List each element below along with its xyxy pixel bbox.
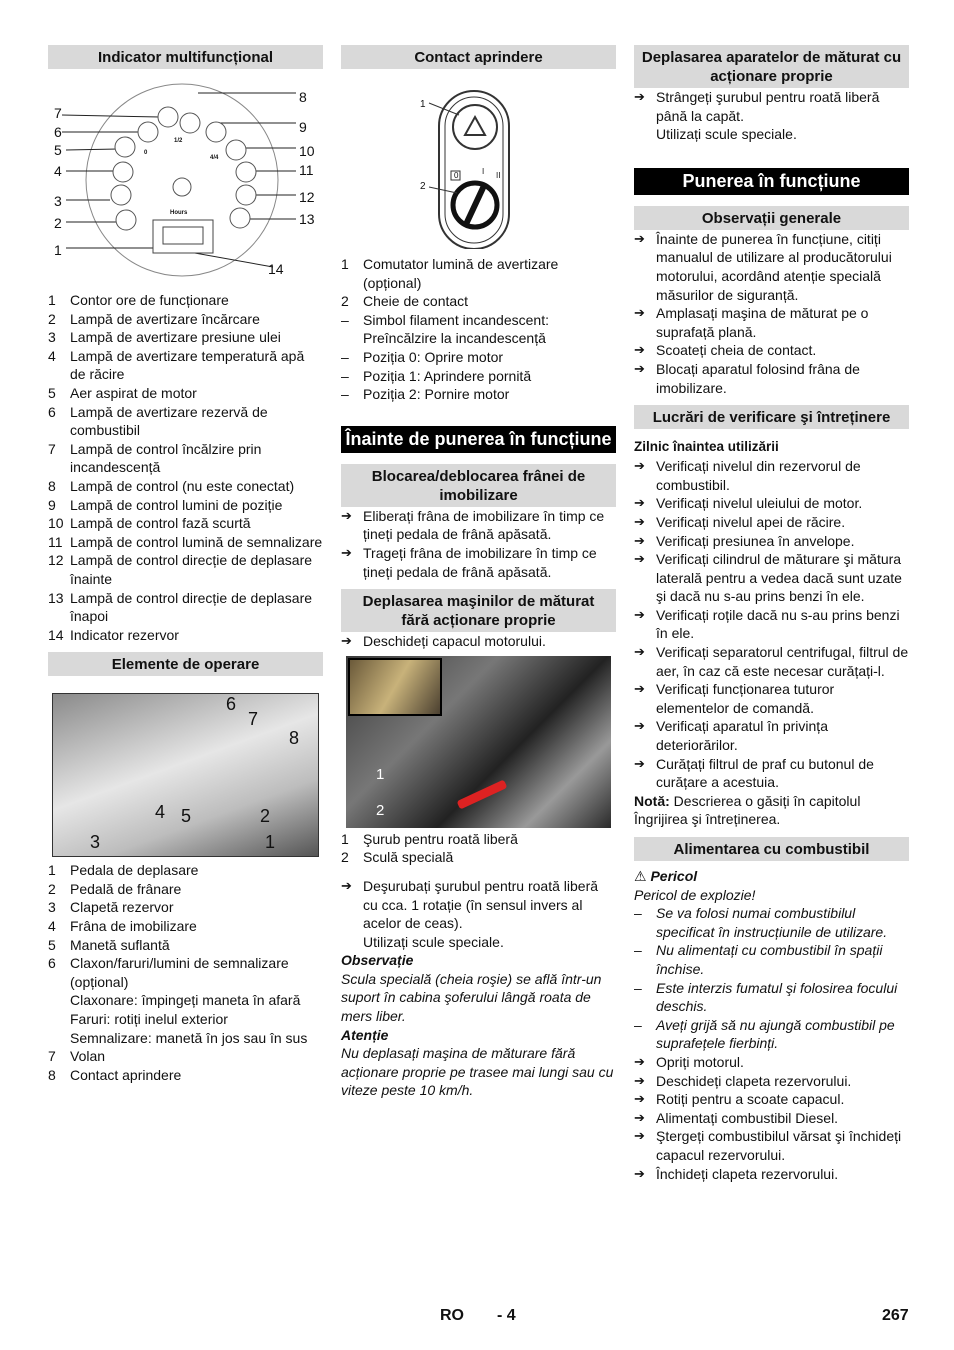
- figure-callout-number: 1: [265, 832, 276, 853]
- item-text: Lampă de control încălzire prin incandescență: [70, 440, 262, 476]
- ignition-position-label: II: [496, 171, 501, 180]
- item-text: Contact aprindere: [70, 1066, 182, 1083]
- arrow-right-icon: ➔: [634, 89, 645, 104]
- section-heading: Deplasarea aparatelor de măturat cu acționare proprie: [634, 45, 909, 88]
- list-item: [341, 348, 616, 367]
- item-text: Faruri: rotiți inelul exterior: [70, 1011, 228, 1028]
- item-text: Lampă de control lumini de poziție: [70, 496, 283, 513]
- item-text: Verificați nivelul din rezervorul de combustibil.: [656, 458, 861, 493]
- arrow-right-icon: ➔: [634, 1128, 645, 1144]
- section-heading: Indicator multifuncțional: [48, 45, 323, 69]
- list-item: [48, 533, 323, 552]
- note-label: Notă:: [634, 792, 670, 809]
- list-item: [48, 936, 323, 955]
- item-text: Cheie de contact: [363, 293, 469, 310]
- list-item: [634, 230, 909, 304]
- item-text: Lampă de avertizare încărcare: [70, 310, 260, 327]
- spacer: [341, 867, 616, 877]
- item-text: Scoateți cheia de contact.: [656, 342, 817, 359]
- item-text: Verificați aparatul în privința deteriorărilor.: [656, 718, 828, 754]
- item-number: 2: [48, 310, 56, 327]
- list-item: [48, 1066, 323, 1085]
- item-text: Blocați aparatul folosind frâna de imobilizare.: [656, 360, 860, 396]
- item-number: –: [341, 367, 349, 384]
- item-text: Lampă de control direcție de deplasare înapoi: [70, 589, 313, 625]
- list-item: [48, 954, 323, 991]
- item-text: Nu alimentați cu combustibil în spații închise.: [656, 942, 883, 977]
- item-text: Contor ore de funcționare: [70, 292, 229, 308]
- arrow-right-icon: ➔: [634, 458, 645, 474]
- gauge-scale-label: 4/4: [210, 155, 219, 161]
- list-item: [634, 643, 909, 680]
- column-right: [634, 45, 909, 1183]
- figure-callout-number: 7: [248, 709, 259, 730]
- item-number: 3: [48, 899, 56, 916]
- list-item: [341, 877, 616, 933]
- figure-gauge: [48, 75, 323, 285]
- figure-callout-number: 2: [54, 215, 62, 231]
- list-item: [341, 255, 616, 292]
- item-text: Deşurubați şurubul pentru roată liberă cu cca. 1 rotație (în sensul invers al acelor de ceas).: [363, 877, 599, 932]
- arrow-right-icon: ➔: [634, 495, 645, 511]
- item-text: Lampă de avertizare temperatură apă de răcire: [70, 347, 305, 383]
- list-item: [48, 898, 323, 917]
- list-item: [634, 904, 909, 941]
- item-text: Verificați roțile dacă nu s-au prins benzi în ele.: [656, 606, 900, 642]
- item-text: Clapetă rezervor: [70, 899, 174, 916]
- figure-callout-number: 5: [54, 142, 62, 158]
- item-text: Amplasați maşina de măturat pe o suprafață plană.: [656, 305, 869, 340]
- item-text: Frâna de imobilizare: [70, 918, 197, 935]
- item-number: 4: [48, 347, 56, 364]
- item-number: [48, 1010, 70, 1029]
- item-text: Eliberați frâna de imobilizare în timp ce țineți pedala de frână apăsată.: [363, 507, 605, 543]
- list-item: [48, 626, 323, 645]
- list-item: [48, 991, 323, 1010]
- figure-callout-number: 2: [420, 181, 426, 192]
- arrow-right-icon: ➔: [634, 681, 645, 697]
- figure-engine: [346, 656, 611, 828]
- list-item: [48, 1029, 323, 1048]
- paragraph: Utilizați scule speciale.: [656, 126, 797, 143]
- list-item: [634, 1072, 909, 1091]
- list-item: [341, 632, 616, 651]
- item-text: Lampă de control direcție de deplasare înainte: [70, 552, 313, 587]
- paragraph: Atenție: [341, 1026, 389, 1043]
- arrow-right-icon: ➔: [634, 1109, 645, 1125]
- item-number: 8: [48, 1066, 56, 1083]
- gauge-scale-label: 0: [144, 150, 148, 156]
- list-item: [48, 551, 323, 588]
- arrow-right-icon: ➔: [634, 1091, 645, 1107]
- arrow-right-icon: ➔: [341, 507, 352, 523]
- list-item: [48, 310, 323, 329]
- section-heading: Elemente de operare: [48, 652, 323, 676]
- item-text: Este interzis fumatul şi folosirea focului deschis.: [656, 979, 898, 1015]
- list-item: [634, 755, 909, 792]
- figure-callout-number: 3: [54, 193, 62, 209]
- arrow-right-icon: ➔: [341, 633, 352, 649]
- subheading: Zilnic înaintea utilizării: [634, 439, 779, 455]
- item-text: Lampă de control lumină de semnalizare: [70, 533, 323, 550]
- item-text: Opriți motorul.: [656, 1053, 744, 1070]
- list-item: [341, 367, 616, 386]
- item-text: Trageți frâna de imobilizare în timp ce țineți pedala de frână apăsată.: [363, 544, 597, 580]
- item-text: Aer aspirat de motor: [70, 384, 197, 401]
- dash-bullet: –: [634, 1016, 642, 1033]
- figure-callout-number: 3: [90, 832, 101, 853]
- figure-callout-number: 1: [376, 765, 385, 783]
- figure-callout-number: 11: [299, 162, 314, 178]
- list-item: [48, 403, 323, 440]
- item-number: 2: [48, 880, 56, 897]
- arrow-right-icon: ➔: [634, 532, 645, 548]
- arrow-right-icon: ➔: [634, 305, 645, 321]
- item-text: Verificați nivelul uleiului de motor.: [656, 495, 863, 512]
- item-number: 14: [48, 626, 64, 643]
- arrow-right-icon: ➔: [341, 544, 352, 560]
- ignition-position-label: I: [482, 167, 485, 176]
- section-heading: Lucrări de verificare şi întreținere: [634, 405, 909, 429]
- figure-callout-number: 13: [299, 211, 315, 227]
- item-text: Deschideți capacul motorului.: [363, 633, 546, 650]
- arrow-right-icon: ➔: [634, 606, 645, 622]
- item-text: Lampă de avertizare presiune ulei: [70, 329, 281, 346]
- item-text: Verificați funcționarea tuturor elementelor de comandă.: [656, 681, 835, 716]
- warning-title: [634, 867, 909, 886]
- figure-callout-number: 12: [299, 189, 315, 205]
- list-item: [48, 880, 323, 899]
- item-text: Simbol filament incandescent: Preîncălzire la incandescență: [363, 311, 549, 347]
- note-text: Descrierea o găsiți în capitolul Îngrijirea şi întreținerea.: [634, 792, 861, 828]
- list-item: [48, 384, 323, 403]
- gauge-scale-label: Hours: [170, 210, 188, 216]
- item-number: 9: [48, 496, 56, 513]
- item-text: Lampă de control (nu este conectat): [70, 477, 295, 494]
- list-item: [634, 457, 909, 494]
- list-item: [634, 1016, 909, 1053]
- list-item: [634, 304, 909, 341]
- list-item: [634, 717, 909, 754]
- arrow-right-icon: ➔: [634, 1072, 645, 1088]
- item-number: 3: [48, 329, 56, 346]
- figure-callout-number: 1: [54, 242, 62, 258]
- figure-controls: [52, 693, 319, 857]
- list-item: [634, 1053, 909, 1072]
- paragraph: Utilizați scule speciale.: [363, 933, 504, 950]
- list-item: [634, 1109, 909, 1128]
- figure-callout-number: 8: [299, 89, 307, 105]
- arrow-right-icon: ➔: [634, 513, 645, 529]
- paragraph: Nu deplasați maşina de măturare fără acționare proprie pe trasee mai lungi sau cu viteze peste 10 km/h.: [341, 1045, 614, 1099]
- column-middle: [341, 45, 616, 1100]
- section-heading: Punerea în funcțiune: [634, 168, 909, 195]
- dash-bullet: –: [634, 979, 642, 996]
- list-item: [634, 1090, 909, 1109]
- list-item: [634, 1127, 909, 1164]
- list-item: [634, 360, 909, 397]
- item-text: Pedala de deplasare: [70, 862, 199, 879]
- item-text: Manetă suflantă: [70, 936, 170, 953]
- item-text: Claxonare: împingeți maneta în afară: [70, 992, 301, 1009]
- column-left: [48, 45, 323, 1084]
- arrow-right-icon: ➔: [634, 551, 645, 567]
- item-text: Poziția 0: Oprire motor: [363, 348, 504, 365]
- item-text: Ştergeți combustibilul vărsat şi închideți capacul rezervorului.: [656, 1128, 902, 1163]
- item-number: 1: [48, 862, 56, 879]
- item-number: 2: [341, 849, 349, 866]
- dash-bullet: –: [634, 942, 642, 959]
- arrow-right-icon: ➔: [634, 1165, 645, 1181]
- warning-label: Pericol: [650, 868, 698, 884]
- item-number: 7: [48, 440, 56, 457]
- item-text: Înainte de punerea în funcțiune, citiți manualul de utilizare al producătorului motorului, acordând atenție specială măsurilor de siguranță.: [656, 230, 892, 303]
- figure-callout-number: 4: [155, 802, 166, 823]
- list-item: [48, 514, 323, 533]
- arrow-right-icon: ➔: [634, 644, 645, 660]
- list-item: [48, 1010, 323, 1029]
- item-text: Poziția 1: Aprindere pornită: [363, 367, 532, 384]
- figure-callout-number: 2: [260, 806, 271, 827]
- figure-callout-number: 2: [376, 801, 385, 819]
- gauge-scale-label: 1/2: [174, 138, 183, 144]
- item-number: 10: [48, 515, 64, 532]
- item-text: Pedală de frânare: [70, 880, 182, 897]
- ignition-position-label: 0: [454, 171, 459, 180]
- item-text: Lampă de avertizare rezervă de combustibil: [70, 403, 268, 439]
- item-text: Sculă specială: [363, 849, 454, 866]
- note: [634, 792, 909, 829]
- item-number: 1: [48, 292, 56, 308]
- item-number: 5: [48, 384, 56, 401]
- figure-callout-number: 1: [420, 99, 426, 110]
- item-text: Lampă de control fază scurtă: [70, 515, 251, 532]
- item-text: Aveți grijă să nu ajungă combustibil pe suprafețele fierbinți.: [656, 1016, 895, 1052]
- list-item: [634, 341, 909, 360]
- item-number: 4: [48, 918, 56, 935]
- list-item: [634, 941, 909, 978]
- item-text: Comutator lumină de avertizare (opțional): [363, 256, 559, 291]
- list-item: [634, 979, 909, 1016]
- section-heading: Contact aprindere: [341, 45, 616, 69]
- item-number: [48, 991, 70, 1010]
- arrow-right-icon: ➔: [341, 877, 352, 893]
- arrow-right-icon: ➔: [634, 230, 645, 246]
- list-item: [634, 494, 909, 513]
- figure-callout-number: 5: [181, 806, 192, 827]
- arrow-right-icon: ➔: [634, 1053, 645, 1069]
- list-item: [341, 507, 616, 544]
- item-text: Şurub pentru roată liberă: [363, 830, 518, 847]
- section-heading: Deplasarea maşinilor de măturat fără acționare proprie: [341, 589, 616, 632]
- gauge-dial-illustration: [48, 75, 323, 285]
- list-item: [48, 477, 323, 496]
- list-item: [634, 532, 909, 551]
- list-item: [48, 589, 323, 626]
- item-text: Deschideți clapeta rezervorului.: [656, 1072, 852, 1089]
- arrow-right-icon: ➔: [634, 755, 645, 771]
- arrow-right-icon: ➔: [634, 360, 645, 376]
- item-number: 1: [341, 256, 349, 272]
- list-item: [48, 347, 323, 384]
- item-text: Semnalizare: manetă în jos sau în sus: [70, 1029, 308, 1046]
- dash-bullet: –: [634, 905, 642, 922]
- list-item: [48, 861, 323, 880]
- figure-callout-number: 10: [299, 143, 315, 159]
- item-text: Verificați cilindrul de măturare şi mătura laterală pentru a vedea dacă sunt uzate şi dacă nu s-au prins benzi în ele.: [656, 551, 902, 605]
- item-text: Claxon/faruri/lumini de semnalizare (opțional): [70, 955, 289, 990]
- figure-callout-number: 9: [299, 119, 307, 135]
- list-item: [48, 496, 323, 515]
- list-item: [48, 328, 323, 347]
- item-number: 12: [48, 552, 64, 569]
- list-item: [341, 830, 616, 849]
- list-item: [48, 1047, 323, 1066]
- item-text: Indicator rezervor: [70, 626, 179, 643]
- list-item: [341, 292, 616, 311]
- figure-callout-number: 14: [268, 261, 284, 277]
- footer-section: - 4: [497, 1307, 516, 1324]
- paragraph: Scula specială (cheia roşie) se află într-un suport în cabina şoferului lângă roata de mers liber.: [341, 970, 602, 1025]
- section-heading: Blocarea/deblocarea frânei de imobilizare: [341, 464, 616, 507]
- figure-callout-number: 6: [54, 124, 62, 140]
- item-number: 6: [48, 403, 56, 420]
- engine-inset-photo: [348, 658, 442, 716]
- item-number: 5: [48, 936, 56, 953]
- item-number: 2: [341, 293, 349, 310]
- list-item: [634, 606, 909, 643]
- footer-page-number: 267: [882, 1307, 909, 1324]
- warning-triangle-icon: ⚠: [634, 868, 651, 884]
- section-heading: Înainte de punerea în funcțiune: [341, 426, 616, 453]
- item-text: Strângeți şurubul pentru roată liberă până la capăt.: [656, 89, 880, 124]
- list-item: [48, 917, 323, 936]
- item-text: Volan: [70, 1048, 106, 1065]
- list-item: [341, 848, 616, 867]
- paragraph: Observație: [341, 952, 414, 969]
- list-item: [48, 440, 323, 477]
- list-item: [634, 1165, 909, 1184]
- item-text: Rotiți pentru a scoate capacul.: [656, 1091, 845, 1108]
- list-item: [48, 291, 323, 310]
- item-text: Verificați nivelul apei de răcire.: [656, 513, 846, 530]
- list-item: [634, 88, 909, 125]
- item-number: 13: [48, 589, 64, 606]
- arrow-right-icon: ➔: [634, 718, 645, 734]
- item-text: Alimentați combustibil Diesel.: [656, 1109, 839, 1126]
- ignition-switch-illustration: [341, 75, 616, 249]
- section-heading: Observații generale: [634, 206, 909, 230]
- list-item: [634, 680, 909, 717]
- figure-callout-number: 7: [54, 105, 62, 121]
- item-number: –: [341, 386, 349, 403]
- list-item: [634, 550, 909, 606]
- item-number: [48, 1029, 70, 1048]
- list-item: [341, 311, 616, 348]
- item-text: Închideți clapeta rezervorului.: [656, 1165, 839, 1182]
- item-text: Se va folosi numai combustibilul specificat în instrucțiunile de utilizare.: [656, 905, 888, 940]
- item-text: Verificați separatorul centrifugal, filtrul de aer, în caz că este necesar curățați-l.: [656, 644, 909, 679]
- figure-callout-number: 6: [226, 694, 237, 715]
- item-number: –: [341, 348, 349, 365]
- item-number: 1: [341, 830, 349, 847]
- figure-callout-number: 4: [54, 163, 62, 179]
- figure-callout-number: 8: [289, 728, 300, 749]
- item-number: 8: [48, 477, 56, 494]
- item-number: 6: [48, 955, 56, 972]
- list-item: [634, 513, 909, 532]
- item-text: Curățați filtrul de praf cu butonul de curățare a acestuia.: [656, 755, 874, 791]
- item-number: 7: [48, 1048, 56, 1065]
- figure-ignition: [341, 75, 616, 249]
- item-text: Poziția 2: Pornire motor: [363, 386, 510, 403]
- section-heading: Alimentarea cu combustibil: [634, 837, 909, 861]
- paragraph: Pericol de explozie!: [634, 886, 756, 903]
- list-item: [341, 544, 616, 581]
- item-number: –: [341, 311, 349, 328]
- list-item: [341, 385, 616, 404]
- arrow-right-icon: ➔: [634, 342, 645, 358]
- item-number: 11: [48, 533, 63, 550]
- footer-language: RO: [440, 1307, 464, 1324]
- item-text: Verificați presiunea în anvelope.: [656, 532, 855, 549]
- red-special-tool: [457, 779, 508, 809]
